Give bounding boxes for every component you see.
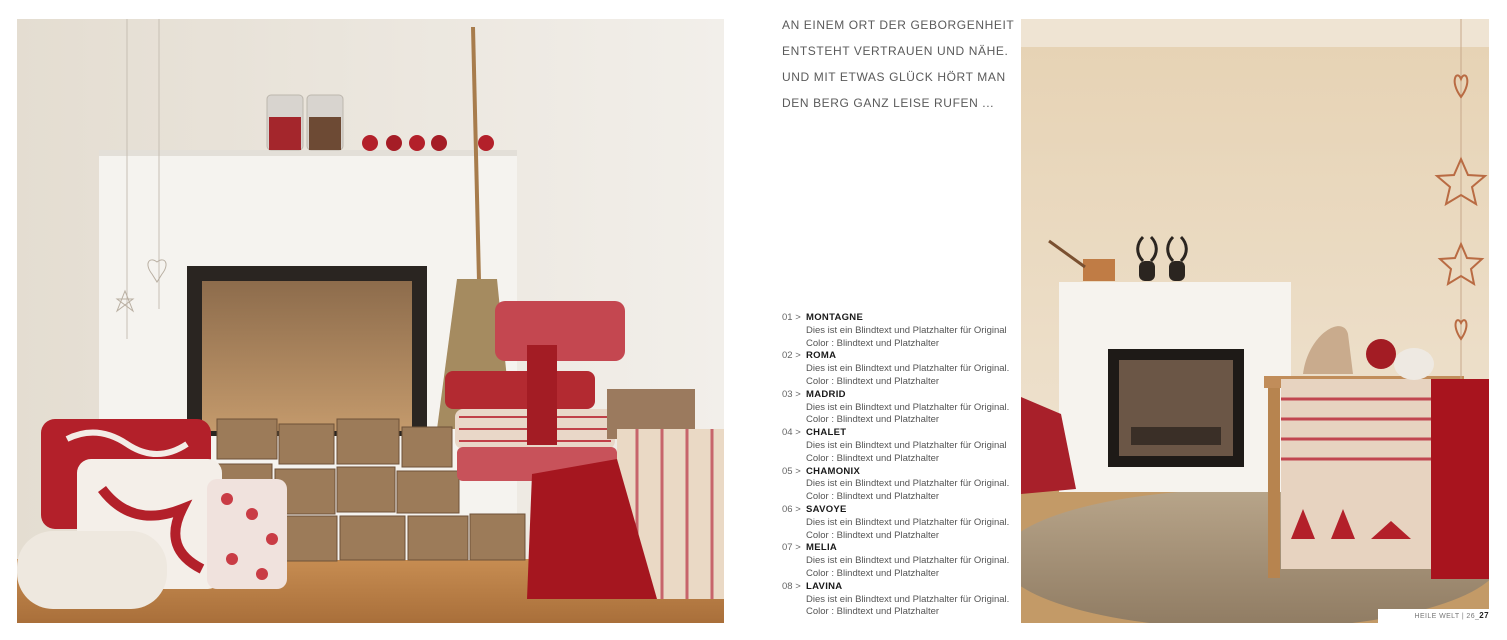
folio-section: HEILE WELT xyxy=(1414,613,1460,620)
list-item xyxy=(782,350,1018,388)
product-number: 02 > xyxy=(782,350,801,362)
product-number: 06 > xyxy=(782,503,801,515)
product-list xyxy=(782,312,1018,619)
intro-text xyxy=(782,14,1014,118)
product-description: Dies ist ein Blindtext und Platzhalter für Original. xyxy=(806,401,1010,413)
right-photo-living-room xyxy=(1021,19,1489,623)
product-color: Color : Blindtext und Platzhalter xyxy=(806,529,940,541)
product-number: 04 > xyxy=(782,427,801,439)
fireplace-illustration xyxy=(17,19,724,623)
product-name: CHAMONIX xyxy=(806,465,861,477)
product-name: MONTAGNE xyxy=(806,312,864,323)
list-item xyxy=(782,581,1018,619)
intro-line-4: DEN BERG GANZ LEISE RUFEN ... xyxy=(782,96,995,110)
product-number: 01 > xyxy=(782,312,801,323)
product-description: Dies ist ein Blindtext und Platzhalter für Original xyxy=(806,324,1007,336)
product-number: 08 > xyxy=(782,580,801,592)
product-color: Color : Blindtext und Platzhalter xyxy=(806,567,940,579)
product-number: 05 > xyxy=(782,465,801,477)
product-color: Color : Blindtext und Platzhalter xyxy=(806,337,940,349)
intro-line-1: AN EINEM ORT DER GEBORGENHEIT xyxy=(782,18,1015,32)
left-photo-fireplace xyxy=(17,19,724,623)
intro-line-2: ENTSTEHT VERTRAUEN UND NÄHE. xyxy=(782,44,1009,58)
living-room-illustration xyxy=(1021,19,1489,623)
product-description: Dies ist ein Blindtext und Platzhalter für Original. xyxy=(806,555,1010,567)
product-description: Dies ist ein Blindtext und Platzhalter für Original. xyxy=(806,593,1010,605)
product-description: Dies ist ein Blindtext und Platzhalter für Original xyxy=(806,439,1007,451)
product-color: Color : Blindtext und Platzhalter xyxy=(806,452,940,464)
list-item xyxy=(782,389,1018,427)
product-name: LAVINA xyxy=(806,580,843,592)
product-color: Color : Blindtext und Platzhalter xyxy=(806,375,940,387)
page-folio xyxy=(1415,611,1490,620)
product-name: ROMA xyxy=(806,350,837,362)
product-description: Dies ist ein Blindtext und Platzhalter für Original. xyxy=(806,363,1010,375)
product-number: 07 > xyxy=(782,542,801,554)
footer-strip xyxy=(1378,609,1489,623)
product-name: SAVOYE xyxy=(806,503,847,515)
list-item xyxy=(782,542,1018,580)
product-color: Color : Blindtext und Platzhalter xyxy=(806,414,940,426)
product-description: Dies ist ein Blindtext und Platzhalter für Original. xyxy=(806,516,1010,528)
product-name: MELIA xyxy=(806,542,838,554)
list-item xyxy=(782,427,1018,465)
folio-right-page: 27 xyxy=(1479,611,1489,620)
list-item xyxy=(782,504,1018,542)
product-description: Dies ist ein Blindtext und Platzhalter für Original. xyxy=(806,478,1010,490)
list-item xyxy=(782,312,1018,350)
product-name: CHALET xyxy=(806,427,847,439)
folio-left-page: 26_ xyxy=(1466,613,1480,620)
product-number: 03 > xyxy=(782,388,801,400)
list-item xyxy=(782,466,1018,504)
product-name: MADRID xyxy=(806,388,846,400)
folio-separator: | xyxy=(1459,613,1467,620)
product-color: Color : Blindtext und Platzhalter xyxy=(806,606,940,618)
product-color: Color : Blindtext und Platzhalter xyxy=(806,491,940,503)
intro-line-3: UND MIT ETWAS GLÜCK HÖRT MAN xyxy=(782,70,1006,84)
